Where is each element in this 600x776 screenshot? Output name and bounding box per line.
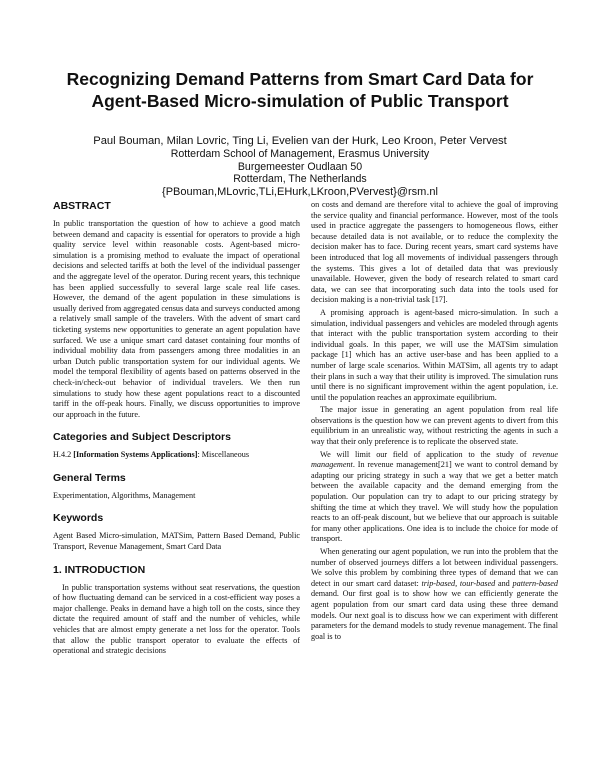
introduction-paragraph-1: In public transportation systems without seat reservations, the question of how fluctuating demand can be serviced in a cost-efficient way poses a major challenge. Peaks in demand have a high toll on the costs, since they dictate the required amount of staff and the number of vehicles, while vehicles that are almost empty generate a net loss for the operator. Tools that allow the public transport operator to evaluate the effects of operational and strategic decisions xyxy=(53,582,300,656)
keywords-text: Agent Based Micro-simulation, MATSim, Pattern Based Demand, Public Transport, Revenue Management, Smart Card Data xyxy=(53,531,300,552)
introduction-heading: 1. INTRODUCTION xyxy=(53,563,146,576)
address-line-2: Rotterdam, The Netherlands xyxy=(233,173,367,185)
p5-text-b: demand. Our first goal is to show how we can efficiently generate the agent population from our smart card data using these three demand models. Our next goal is to discuss how we can experiment with different parameters for the demand models to study revenue management. The final goal is to xyxy=(311,589,558,641)
left-column xyxy=(53,200,300,657)
categories-text xyxy=(53,450,300,461)
p4-text-b: . In revenue management[21] we want to control demand by adapting our pricing strategy in such a way that we get a better match between the available capacity and the demand emerging from the population. Our population can try to adapt to our pricing strategy by shifting the time at which they travel. We will study how the population reacts to an off-peak discount, but we believe that our approach is suitable for many other applications. One idea is to include the choice for mode of transport. xyxy=(311,460,558,544)
title-line-1: Recognizing Demand Patterns from Smart Card Data for xyxy=(66,69,534,89)
intro-paragraph-2: A promising approach is agent-based micro-simulation. In such a simulation, individual passengers and vehicles are modeled through agents that interact with the public transportation system according to their individual goals. In this paper, we will use the MATSim simulation package [1] which has an active user-base and has been applied to a number of large scale scenarios. Within MATSim, all agents try to adapt their plans in such a way that their utility is improved. The simulation runs until there is no significant improvement within the agent population, i.e. until the population reaches an approximate equilibrium. xyxy=(311,307,558,402)
intro-paragraph-5 xyxy=(311,547,558,642)
general-terms-heading: General Terms xyxy=(53,471,126,484)
intro-paragraph-3: The major issue in generating an agent population from real life observations is the question how we can prevent agents to divert from this equilibrium in an unrealistic way, without restricting the agents in such a way that their only preference is to replicate the observed state. xyxy=(311,405,558,447)
right-column xyxy=(311,200,558,642)
affiliation: Rotterdam School of Management, Erasmus University xyxy=(170,148,430,160)
keywords-heading: Keywords xyxy=(53,512,104,525)
author-emails: {PBouman,MLovric,TLi,EHurk,LKroon,PVervest}@rsm.nl xyxy=(162,185,438,198)
general-terms-text: Experimentation, Algorithms, Management xyxy=(53,490,196,500)
author-names: Paul Bouman, Milan Lovric, Ting Li, Evelien van der Hurk, Leo Kroon, Peter Vervest xyxy=(93,135,507,147)
general-terms-section xyxy=(53,472,300,502)
categories-code: H.4.2 xyxy=(53,450,74,460)
p5-emphasis-1: trip-based, tour-based xyxy=(421,578,496,588)
categories-bold: [Information Systems Applications] xyxy=(73,450,198,460)
abstract-section xyxy=(53,200,300,420)
p4-emphasis: revenue management xyxy=(311,449,558,470)
p4-text-a: We will limit our field of application to the study of xyxy=(320,449,533,459)
address-line-1: Burgemeester Oudlaan 50 xyxy=(237,160,363,173)
categories-section xyxy=(53,431,300,461)
p5-text-a: When generating our agent population, we run into the problem that the number of observed journeys differs a lot between individual passengers. We solve this problem by combining three types of demand that we can detect in our smart card dataset: xyxy=(311,547,558,588)
title-line-2: Agent-Based Micro-simulation of Public Transport xyxy=(91,91,509,111)
intro-paragraph-4 xyxy=(311,450,558,545)
abstract-text: In public transportation the question of how to achieve a good match between demand and capacity is essential for operators to provide a high quality service level within reasonable costs. Agent-based micro-simulation is a promising method to evaluate the impact of operational decisions and selected tariffs at both the level of the individual passenger and the aggregate level of the operator. During recent years, this technique has been applied successfully to several large scale real life cases. However, the demand of the agent population in these simulations is usually derived from aggregated census data and surveys conducted among a relatively small sample of the travelers. With the advent of smart card ticketing systems new opportunities to generate an agent population have surfaced. We use a unique smart card dataset containing four months of individual mobility data from passengers among three modalities in an urban Dutch public transportation system for our individual agents. We model the temporal flexibility of agents based on patterns observed in the check-in/check-out behavior of individual travelers. We then run simulations to study how these agent populations react to a discounted tariff in the off-peak hours. Finally, we discuss opportunities to improve our approach in the future. xyxy=(53,219,300,419)
categories-rest: : Miscellaneous xyxy=(197,450,250,460)
introduction-section xyxy=(53,564,300,657)
paper-title xyxy=(40,68,560,112)
intro-paragraph-continued: on costs and demand are therefore vital to achieve the goal of improving the service quality and financial performance. However, most of the tools used in practice aggregate the passengers to homogeneous flows, either because detailed data is not available, or to reduce the complexity the decision maker has to face. During recent years, smart card systems have been introduced that log all movements of individual passengers through the systems. This gives a lot of detailed data that was previously unavailable. However, given the body of research related to smart card data, we can see that incorporating such data into the tools used for decision making is a non-trivial task [17]. xyxy=(311,200,558,305)
abstract-heading: ABSTRACT xyxy=(53,200,111,212)
categories-heading: Categories and Subject Descriptors xyxy=(53,431,231,444)
p5-emphasis-2: pattern-based xyxy=(512,578,558,588)
keywords-section xyxy=(53,512,300,552)
author-block xyxy=(30,134,570,199)
p5-text-mid: and xyxy=(495,578,513,588)
